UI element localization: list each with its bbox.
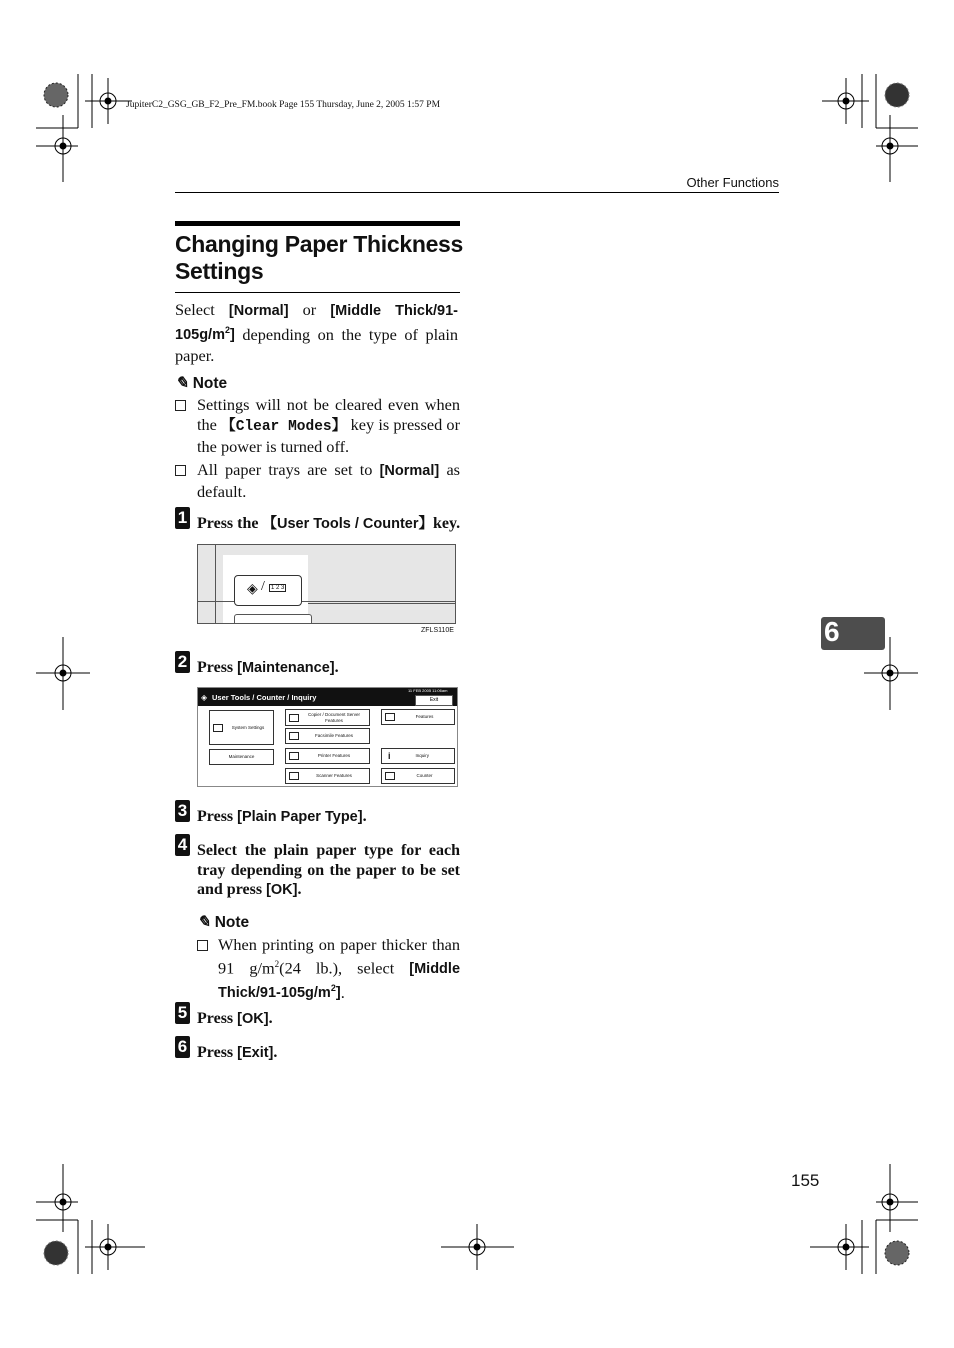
pencil-icon: ✎ <box>175 375 189 392</box>
user-tools-icon: ◈ <box>201 693 208 702</box>
step-4-number: 4 <box>175 834 190 856</box>
facsimile-features-button[interactable]: Facsimile Features <box>285 728 370 744</box>
info-icon: i <box>388 751 391 761</box>
step-2-number: 2 <box>175 651 190 673</box>
exit-key: [Exit] <box>237 1045 274 1061</box>
figure-caption: ZFLS110E <box>421 627 454 634</box>
section-bottom-rule <box>175 292 460 293</box>
page-number: 155 <box>791 1171 820 1190</box>
chapter-tab <box>821 617 885 650</box>
pencil-icon: ✎ <box>197 914 211 931</box>
step-3-number: 3 <box>175 800 190 822</box>
screen-status: 11 FEB 2005 11:06am <box>408 688 448 693</box>
note-label: Note <box>192 375 228 392</box>
user-tools-screen <box>197 687 458 787</box>
normal-key: [Normal] <box>379 463 440 479</box>
plain-paper-type-key: [Plain Paper Type] <box>237 809 363 825</box>
section-title <box>175 231 465 285</box>
features-icon <box>385 713 395 721</box>
features-button[interactable]: Features <box>381 709 455 725</box>
section-top-bar <box>175 221 460 226</box>
counter-icon: 1 2 3 <box>271 585 285 591</box>
ok-key: [OK] <box>266 882 298 899</box>
step-6-number: 6 <box>175 1036 190 1058</box>
system-settings-icon <box>213 724 223 732</box>
step-5-number: 5 <box>175 1002 190 1024</box>
section-title-line1: Changing Paper Thickness <box>175 231 464 257</box>
user-tools-icon: ◈ <box>247 581 258 597</box>
note-item-2: All paper trays are set to [Normal] as default. <box>197 460 461 501</box>
screen-title-bar <box>198 688 457 706</box>
checkbox-icon <box>175 398 186 416</box>
step-1-text: Press the 【User Tools / Counter】key. <box>197 515 461 532</box>
ok-key-2: [OK] <box>237 1011 269 1027</box>
file-header: JupiterC2_GSG_GB_F2_Pre_FM.book Page 155 Thursday, June 2, 2005 1:57 PM <box>126 100 441 110</box>
running-header: Other Functions <box>686 175 779 190</box>
chapter-number: 6 <box>824 616 840 647</box>
scanner-features-button[interactable]: Scanner Features <box>285 768 370 784</box>
exit-button[interactable]: Exit <box>415 695 453 706</box>
counter-icon <box>385 772 395 780</box>
inquiry-button[interactable]: i Inquiry <box>381 748 455 764</box>
checkbox-icon <box>197 938 208 956</box>
copier-icon <box>289 714 299 722</box>
copier-features-button[interactable]: Copier / Document Server Features <box>285 709 370 726</box>
intro-key-normal: [Normal] <box>228 303 289 319</box>
section-title-line2: Settings <box>175 258 264 284</box>
slash-icon: / <box>261 579 265 594</box>
intro-text-2: or <box>288 300 331 319</box>
intro-paragraph <box>175 300 458 366</box>
checkbox-icon <box>175 463 186 481</box>
step-5-text: Press [OK]. <box>197 1010 273 1027</box>
step-1-number: 1 <box>175 507 190 529</box>
intro-text-1: Select <box>175 300 229 319</box>
intro-key-middle-thick: [Middle Thick/$91-105g/m^2$] <box>175 303 458 344</box>
counter-button[interactable]: Counter <box>381 768 455 784</box>
note-item-1: Settings will not be cleared even when the 【Clear Modes】 key is pressed or the power is turned off. <box>197 395 460 457</box>
note2-item: When printing on paper thicker than 91 $g/m^2(24$ lb.), select [Middle Thick/$91-105g/m^2$]. <box>218 935 461 1002</box>
step-3-text: Press [Plain Paper Type]. <box>197 808 367 825</box>
step-2-text: Press [Maintenance]. <box>197 659 339 676</box>
control-panel-illustration <box>197 544 456 624</box>
system-settings-button[interactable]: System Settings <box>209 710 274 745</box>
clear-modes-key: 【Clear Modes】 <box>221 418 347 435</box>
scanner-icon <box>289 772 299 780</box>
note-label-2: Note <box>214 914 250 931</box>
user-tools-counter-key: 【User Tools / Counter】 <box>262 516 433 532</box>
note-heading-2 <box>197 912 249 932</box>
fax-icon <box>289 732 299 740</box>
middle-thick-key: [Middle Thick/$91-105g/m^2$] <box>218 961 461 1002</box>
intro-text-3: depending on the type of plain paper. <box>175 324 458 366</box>
printer-icon <box>289 752 299 760</box>
maintenance-button[interactable]: Maintenance <box>209 749 274 765</box>
printer-features-button[interactable]: Printer Features <box>285 748 370 764</box>
screen-title: User Tools / Counter / Inquiry <box>212 693 317 702</box>
step-4-text: Select the plain paper type for each tray depending on the paper to be set and press [OK]. <box>197 842 460 899</box>
step-6-text: Press [Exit]. <box>197 1044 278 1061</box>
note-heading <box>175 373 227 393</box>
user-tools-counter-button[interactable] <box>234 575 302 606</box>
header-rule <box>175 192 779 193</box>
maintenance-key: [Maintenance] <box>237 660 335 676</box>
